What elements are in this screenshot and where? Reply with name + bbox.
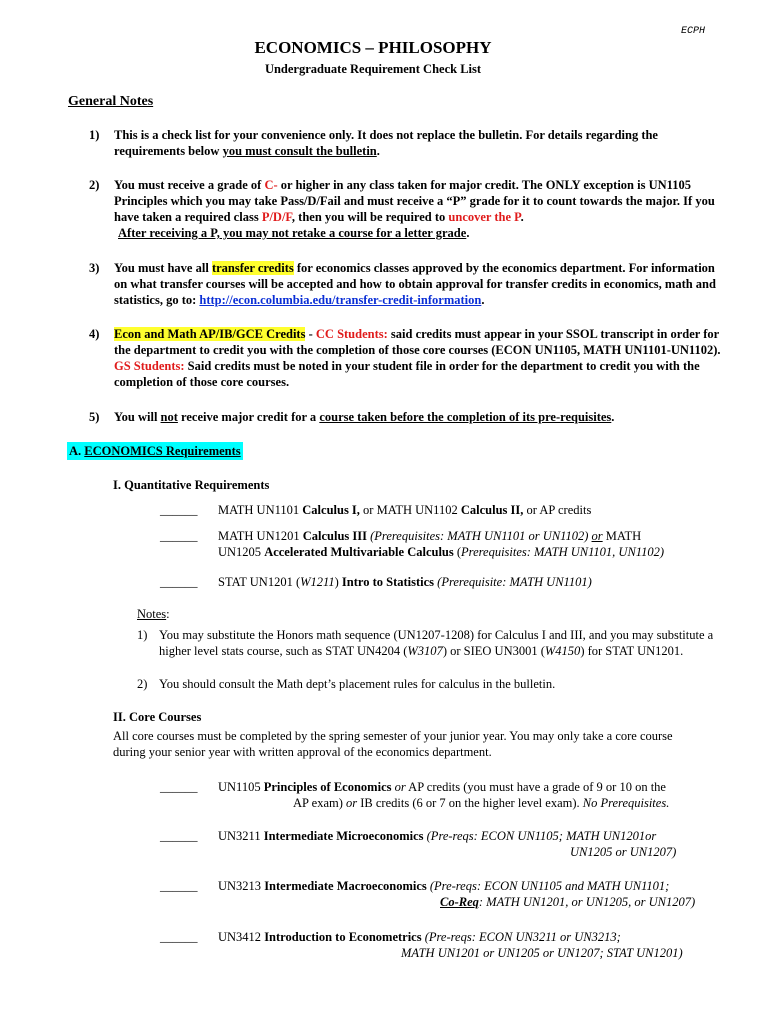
note-text: or higher in any class taken for major credit. The ONLY exception is UN1105 Principles which you may take Pass/D/Fail and must receive a “P” grade for it to count towards the major. If you have taken a required class <box>114 178 715 224</box>
note-text: - <box>305 327 316 341</box>
note-text: . <box>520 210 524 224</box>
checkbox-blank[interactable]: ______ <box>160 829 198 843</box>
note-text: . <box>466 226 470 240</box>
transfer-credits-highlight: transfer credits <box>211 261 294 275</box>
core-macroeconomics <box>218 878 728 910</box>
page-title: ECONOMICS – PHILOSOPHY <box>254 38 492 57</box>
course-name: Calculus I, <box>302 503 360 517</box>
checkbox-blank[interactable]: ______ <box>160 503 198 517</box>
note-number: 1) <box>137 628 148 642</box>
req-text: UN3213 <box>218 879 265 893</box>
general-note-2 <box>89 177 729 241</box>
note-text: You may substitute the Honors math sequence (UN1207-1208) for Calculus I and III, and you may substitute a higher level stats course, such as STAT UN4204 ( <box>159 628 714 658</box>
core-courses-heading: II. Core Courses <box>113 710 202 724</box>
note-number: 2) <box>137 677 148 691</box>
note-emphasis: not <box>160 410 178 424</box>
prereq-text: UN1205 or UN1207) <box>570 845 677 859</box>
core-principles <box>218 779 728 811</box>
prereq-text: (Pre-reqs: ECON UN1105 and MATH UN1101; <box>426 879 670 893</box>
course-name: Principles of Economics <box>263 780 392 794</box>
note-text: You must have all <box>114 261 212 275</box>
page-subtitle: Undergraduate Requirement Check List <box>264 62 482 76</box>
req-emphasis: or <box>391 780 406 794</box>
req-text: ( <box>453 545 462 559</box>
grade-c-minus: C- <box>264 178 278 192</box>
notes-colon: : <box>166 607 170 621</box>
ap-credits-highlight: Econ and Math AP/IB/GCE Credits <box>114 327 306 341</box>
req-text: MATH UN1201 <box>218 529 303 543</box>
uncover-p-label: uncover the P <box>448 210 521 224</box>
course-code: W4150 <box>544 644 581 658</box>
req-text: AP credits (you must have a grade of 9 or 10 on the <box>405 780 666 794</box>
prereq-text: (Pre-reqs: ECON UN1105; MATH UN1201or <box>423 829 657 843</box>
requirement-calculus-3 <box>218 528 728 560</box>
prereq-text: MATH UN1201 or UN1205 or UN1207; STAT UN1201) <box>401 946 683 960</box>
note-text: This is a check list for your convenience only. It does not replace the bulletin. For details regarding the requirements below <box>114 128 658 158</box>
document-code: ECPH <box>680 26 705 37</box>
requirement-statistics <box>218 574 728 590</box>
prereq-text: (Pre-reqs: ECON UN3211 or UN3213; <box>421 930 621 944</box>
checkbox-blank[interactable]: ______ <box>160 930 198 944</box>
note-text: . <box>481 293 485 307</box>
note-text: ) for STAT UN1201. <box>580 644 684 658</box>
notes-label-text: Notes <box>137 607 167 621</box>
prereq-text: Prerequisites: MATH UN1101, UN1102) <box>461 545 665 559</box>
pdf-label: P/D/F <box>261 210 292 224</box>
note-text: said credits must appear in your SSOL transcript in order for the department to credit you with the completion of those core courses (ECON UN1105, MATH UN1101-UN1102). <box>114 327 721 357</box>
note-number: 3) <box>89 261 100 275</box>
checkbox-blank[interactable]: ______ <box>160 529 198 543</box>
note-number: 4) <box>89 327 100 341</box>
req-text: IB credits (6 or 7 on the higher level exam). <box>357 796 583 810</box>
general-note-4 <box>89 326 729 390</box>
note-number: 1) <box>89 128 100 142</box>
general-notes-heading: General Notes <box>68 94 154 109</box>
course-name: Accelerated Multivariable Calculus <box>264 545 454 559</box>
req-text: UN1205 <box>218 545 265 559</box>
section-prefix: A. <box>69 444 85 458</box>
note-text: You must receive a grade of <box>114 178 265 192</box>
note-text: for economics classes approved by the economics department. For information on what transfer courses will be accepted and how to obtain approval for transfer credits in economics, math and statistics, go to: <box>114 261 716 307</box>
req-text: ) <box>334 575 342 589</box>
core-intro: All core courses must be completed by the spring semester of your junior year. You may only take a core course during your senior year with written approval of the economics department. <box>113 729 673 759</box>
note-number: 2) <box>89 178 100 192</box>
req-text: UN3211 <box>218 829 264 843</box>
course-code: W1211 <box>300 575 335 589</box>
cc-students-label: CC Students: <box>315 327 388 341</box>
req-text: or AP credits <box>523 503 592 517</box>
quant-note-1 <box>137 627 737 659</box>
note-emphasis: course taken before the completion of its pre-requisites <box>319 410 612 424</box>
note-emphasis: After receiving a P, you may not retake a course for a letter grade <box>118 226 467 240</box>
requirement-calculus-1-2 <box>218 502 728 518</box>
note-text: . <box>376 144 380 158</box>
course-name: Intermediate Microeconomics <box>263 829 424 843</box>
note-text: Said credits must be noted in your student file in order for the department to credit you with the completion of those core courses. <box>114 359 700 389</box>
note-text: ) or SIEO UN3001 ( <box>442 644 545 658</box>
req-text: UN3412 <box>218 930 265 944</box>
general-note-1 <box>89 127 729 159</box>
req-text: MATH UN1101 <box>218 503 303 517</box>
prereq-text: (Prerequisite: MATH UN1101) <box>434 575 592 589</box>
notes-label <box>137 606 170 622</box>
course-name: Intro to Statistics <box>341 575 435 589</box>
note-text: , then you will be required to <box>291 210 449 224</box>
coreq-label: Co-Req <box>440 895 479 909</box>
note-text: . <box>611 410 615 424</box>
req-text: UN1105 <box>218 780 264 794</box>
note-text: receive major credit for a <box>177 410 320 424</box>
req-text: MATH <box>602 529 642 543</box>
course-name: Calculus III <box>302 529 367 543</box>
course-name: Calculus II, <box>460 503 524 517</box>
checkbox-blank[interactable]: ______ <box>160 575 198 589</box>
section-title: ECONOMICS Requirements <box>84 444 241 458</box>
gs-students-label: GS Students: <box>114 359 185 373</box>
quantitative-heading: I. Quantitative Requirements <box>113 478 270 492</box>
note-text: You will <box>114 410 161 424</box>
checkbox-blank[interactable]: ______ <box>160 879 198 893</box>
req-emphasis: or <box>346 796 358 810</box>
req-text: or MATH UN1102 <box>359 503 461 517</box>
prereq-text: : MATH UN1201, or UN1205, or UN1207) <box>478 895 696 909</box>
req-text: STAT UN1201 ( <box>218 575 301 589</box>
course-code: W3107 <box>407 644 443 658</box>
note-number: 5) <box>89 410 100 424</box>
section-a-heading <box>67 442 243 460</box>
course-name: Introduction to Econometrics <box>264 930 422 944</box>
checkbox-blank[interactable]: ______ <box>160 780 198 794</box>
note-text: You should consult the Math dept’s placement rules for calculus in the bulletin. <box>159 677 556 691</box>
req-text: AP exam) <box>293 796 346 810</box>
transfer-credit-link[interactable]: http://econ.columbia.edu/transfer-credit-information <box>199 293 482 307</box>
general-note-3 <box>89 260 729 308</box>
quant-note-2 <box>137 676 737 692</box>
core-econometrics <box>218 929 728 961</box>
prereq-text: No Prerequisites. <box>582 796 670 810</box>
core-microeconomics <box>218 828 728 860</box>
req-emphasis: or <box>591 529 603 543</box>
course-name: Intermediate Macroeconomics <box>264 879 427 893</box>
note-emphasis: you must consult the bulletin <box>222 144 377 158</box>
general-note-5 <box>89 409 729 425</box>
prereq-text: (Prerequisites: MATH UN1101 or UN1102) <box>367 529 592 543</box>
